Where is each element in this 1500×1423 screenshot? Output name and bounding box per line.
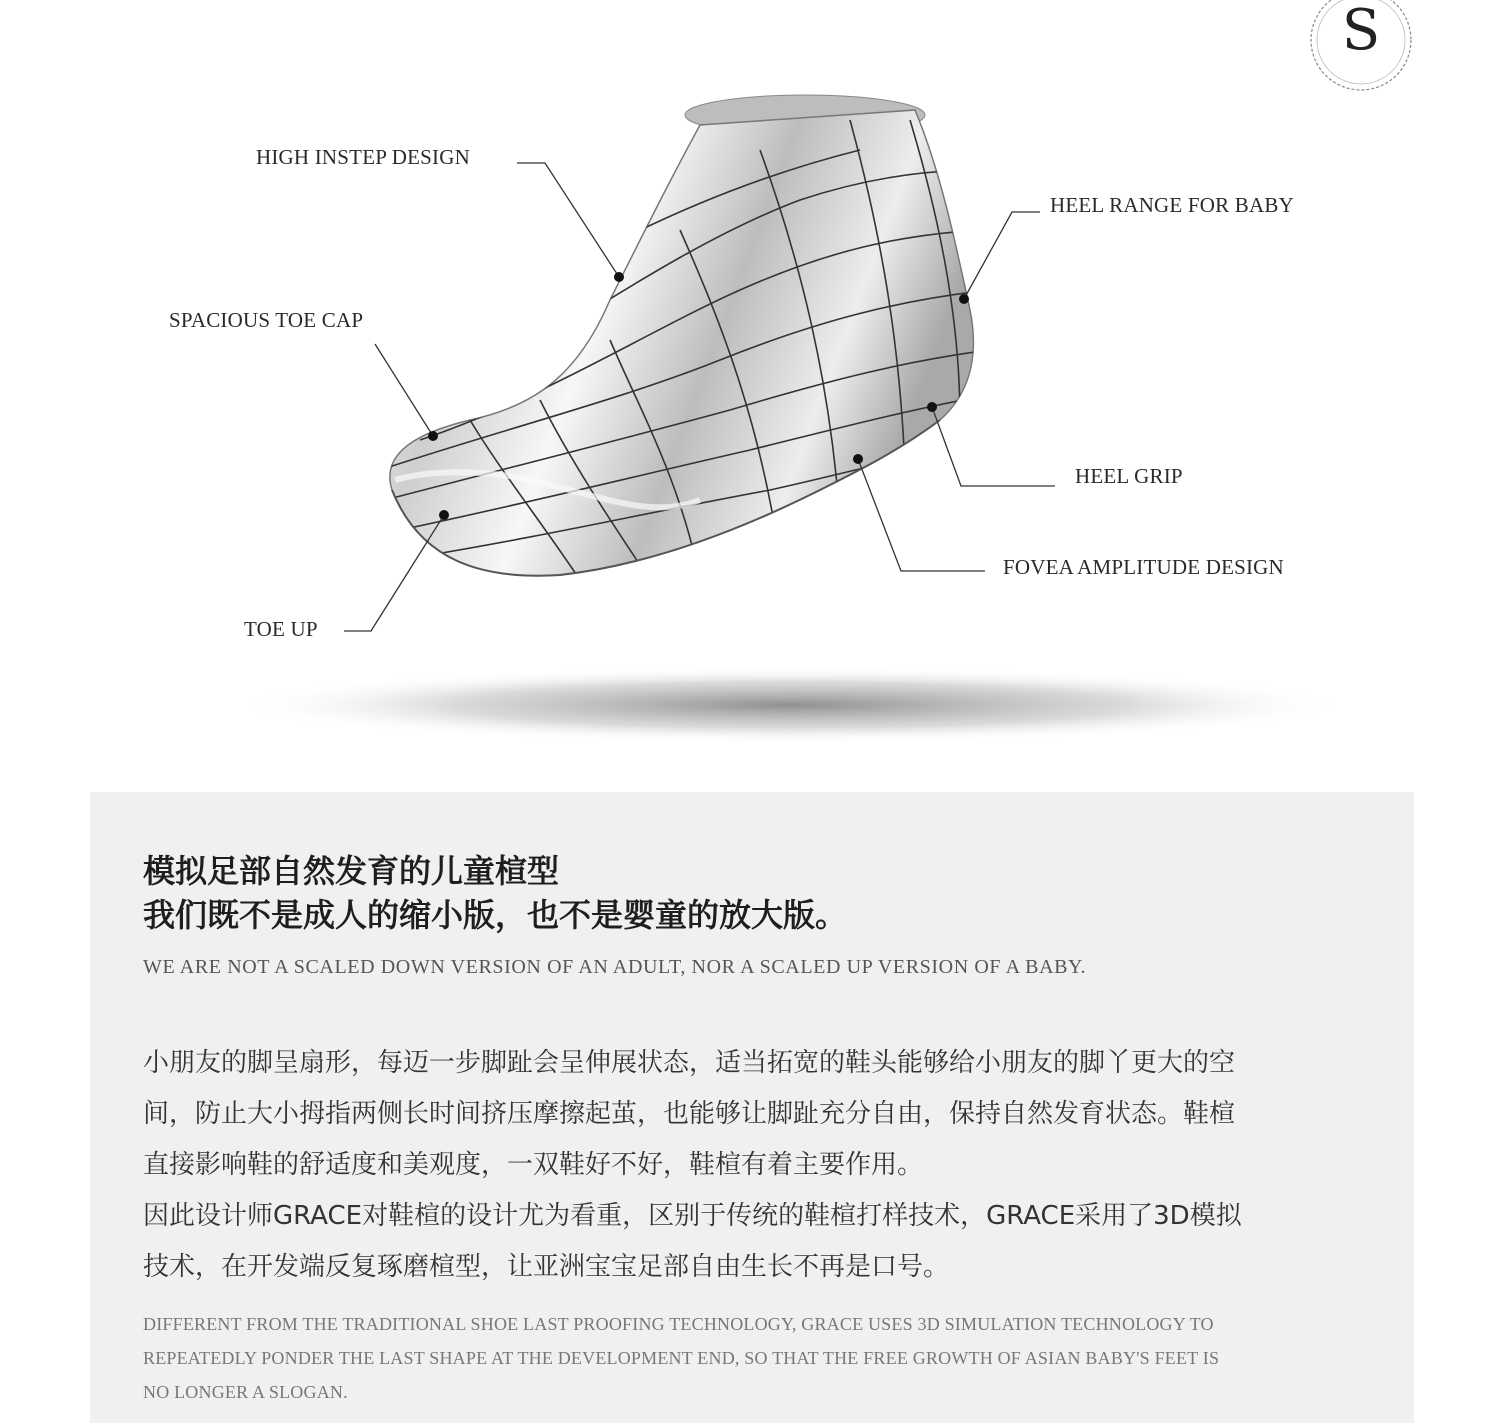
panel-heading-line1: 模拟足部自然发育的儿童楦型 (143, 852, 560, 890)
callout-fovea: FOVEA AMPLITUDE DESIGN (1003, 555, 1284, 579)
leader-high-instep (517, 163, 619, 277)
body-en-line: REPEATEDLY PONDER THE LAST SHAPE AT THE DEVELOPMENT END, SO THAT THE FREE GROWTH OF ASIAN BABY'S FEET IS (143, 1348, 1220, 1368)
body-zh-line: 直接影响鞋的舒适度和美观度，一双鞋好不好，鞋楦有着主要作用。 (143, 1150, 924, 1180)
panel-body-en (143, 1307, 1393, 1409)
callout-high-instep: HIGH INSTEP DESIGN (256, 145, 470, 169)
body-zh-line: 技术，在开发端反复琢磨楦型，让亚洲宝宝足部自由生长不再是口号。 (143, 1252, 950, 1282)
callout-toe-up: TOE UP (244, 617, 318, 641)
leader-spacious-toe (375, 344, 433, 436)
callout-heel-range: HEEL RANGE FOR BABY (1050, 193, 1294, 217)
leader-heel-grip (932, 407, 1055, 486)
logo-letter: S (1341, 0, 1381, 63)
body-zh-line: 小朋友的脚呈扇形，每迈一步脚趾会呈伸展状态，适当拓宽的鞋头能够给小朋友的脚丫更大的空 (143, 1048, 1236, 1078)
body-zh-line: 间，防止大小拇指两侧长时间挤压摩擦起茧，也能够让脚趾充分自由，保持自然发育状态。鞋楦 (143, 1099, 1236, 1129)
panel-subheading-en: WE ARE NOT A SCALED DOWN VERSION OF AN ADULT, NOR A SCALED UP VERSION OF A BABY. (143, 956, 1087, 978)
floor-shadow (230, 667, 1350, 743)
callout-spacious-toe: SPACIOUS TOE CAP (169, 308, 364, 332)
panel-heading-line2: 我们既不是成人的缩小版，也不是婴童的放大版。 (143, 896, 848, 934)
body-en-line: NO LONGER A SLOGAN. (143, 1382, 348, 1402)
panel-body-zh (143, 1038, 1383, 1293)
callout-heel-grip: HEEL GRIP (1075, 464, 1183, 488)
leader-fovea (858, 459, 985, 571)
leader-heel-range (964, 212, 1040, 299)
body-en-line: DIFFERENT FROM THE TRADITIONAL SHOE LAST PROOFING TECHNOLOGY, GRACE USES 3D SIMULATION TECHNOLOGY TO (143, 1314, 1214, 1334)
body-zh-line: 因此设计师GRACE对鞋楦的设计尤为看重，区别于传统的鞋楦打样技术，GRACE采用了3D模拟 (143, 1201, 1242, 1231)
description-panel (90, 792, 1414, 1423)
